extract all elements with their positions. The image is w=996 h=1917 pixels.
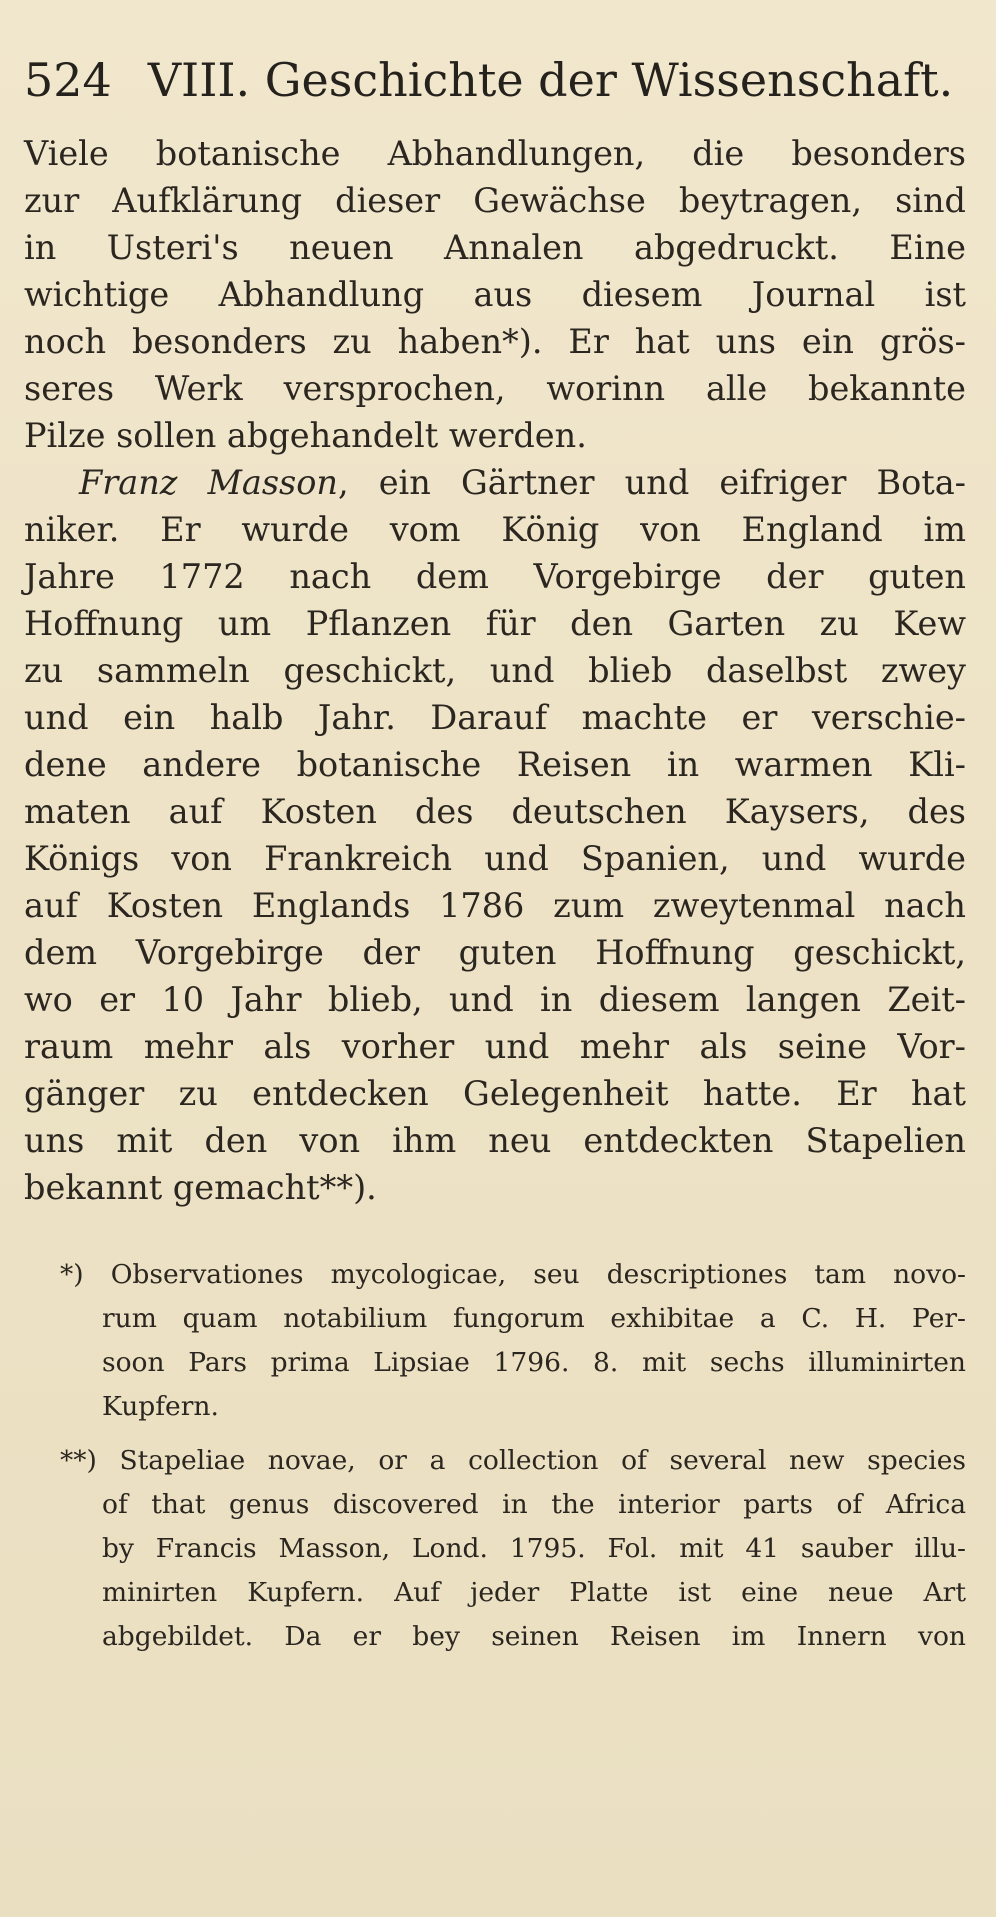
text-line: dene andere botanische Reisen in warmen Kli- xyxy=(24,745,966,784)
main-text xyxy=(24,130,966,1211)
footnote-line: abgebildet. Da er bey seinen Reisen im Innern von xyxy=(102,1621,966,1652)
text-line: zur Aufklärung dieser Gewächse beytragen, sind xyxy=(24,181,966,220)
text-line: niker. Er wurde vom König von England im xyxy=(24,510,966,549)
text-fragment: , ein Gärtner und eifriger Bota- xyxy=(337,463,966,502)
footnotes xyxy=(24,1253,966,1659)
running-title: VIII. Geschichte der Wissenschaft. xyxy=(147,53,954,107)
footnote-line: minirten Kupfern. Auf jeder Platte ist eine neue Art xyxy=(102,1577,966,1608)
text-line: Jahre 1772 nach dem Vorgebirge der guten xyxy=(24,557,966,596)
text-line: Hoffnung um Pflanzen für den Garten zu Kew xyxy=(24,604,966,643)
text-line: maten auf Kosten des deutschen Kaysers, des xyxy=(24,792,966,831)
text-line: zu sammeln geschickt, und blieb daselbst zwey xyxy=(24,651,966,690)
text-line: seres Werk versprochen, worinn alle bekannte xyxy=(24,369,966,408)
text-line: uns mit den von ihm neu entdeckten Stapelien xyxy=(24,1121,966,1160)
footnote-line: rum quam notabilium fungorum exhibitae a C. H. Per- xyxy=(102,1303,966,1334)
text-line: bekannt gemacht**). xyxy=(24,1168,377,1207)
text-line: dem Vorgebirge der guten Hoffnung geschickt, xyxy=(24,933,966,972)
footnote-gap xyxy=(24,1429,966,1439)
footnote-line: **) Stapeliae novae, or a collection of several new species xyxy=(60,1445,966,1476)
footnote-line: soon Pars prima Lipsiae 1796. 8. mit sechs illuminirten xyxy=(102,1347,966,1378)
text-line: Pilze sollen abgehandelt werden. xyxy=(24,416,587,455)
text-line: wo er 10 Jahr blieb, und in diesem langen Zeit- xyxy=(24,980,966,1019)
paragraph-start-line xyxy=(24,459,966,506)
page-header xyxy=(24,50,966,114)
footnote-line: Kupfern. xyxy=(102,1391,219,1422)
text-line: und ein halb Jahr. Darauf machte er verschie- xyxy=(24,698,966,737)
text-line: in Usteri's neuen Annalen abgedruckt. Eine xyxy=(24,228,966,267)
text-line: Viele botanische Abhandlungen, die besonders xyxy=(24,134,966,173)
footnote-line: *) Observationes mycologicae, seu descriptiones tam novo- xyxy=(60,1259,966,1290)
text-line: Königs von Frankreich und Spanien, und wurde xyxy=(24,839,966,878)
footnote-line: by Francis Masson, Lond. 1795. Fol. mit 41 sauber illu- xyxy=(102,1533,966,1564)
text-line: noch besonders zu haben*). Er hat uns ein grös- xyxy=(24,322,966,361)
text-line: gänger zu entdecken Gelegenheit hatte. Er hat xyxy=(24,1074,966,1113)
page-number: 524 xyxy=(24,53,112,107)
footnote-line: of that genus discovered in the interior parts of Africa xyxy=(102,1489,966,1520)
person-name: Franz Masson xyxy=(79,463,338,502)
text-line: raum mehr als vorher und mehr als seine Vor- xyxy=(24,1027,966,1066)
text-line: auf Kosten Englands 1786 zum zweytenmal nach xyxy=(24,886,966,925)
text-line: wichtige Abhandlung aus diesem Journal ist xyxy=(24,275,966,314)
